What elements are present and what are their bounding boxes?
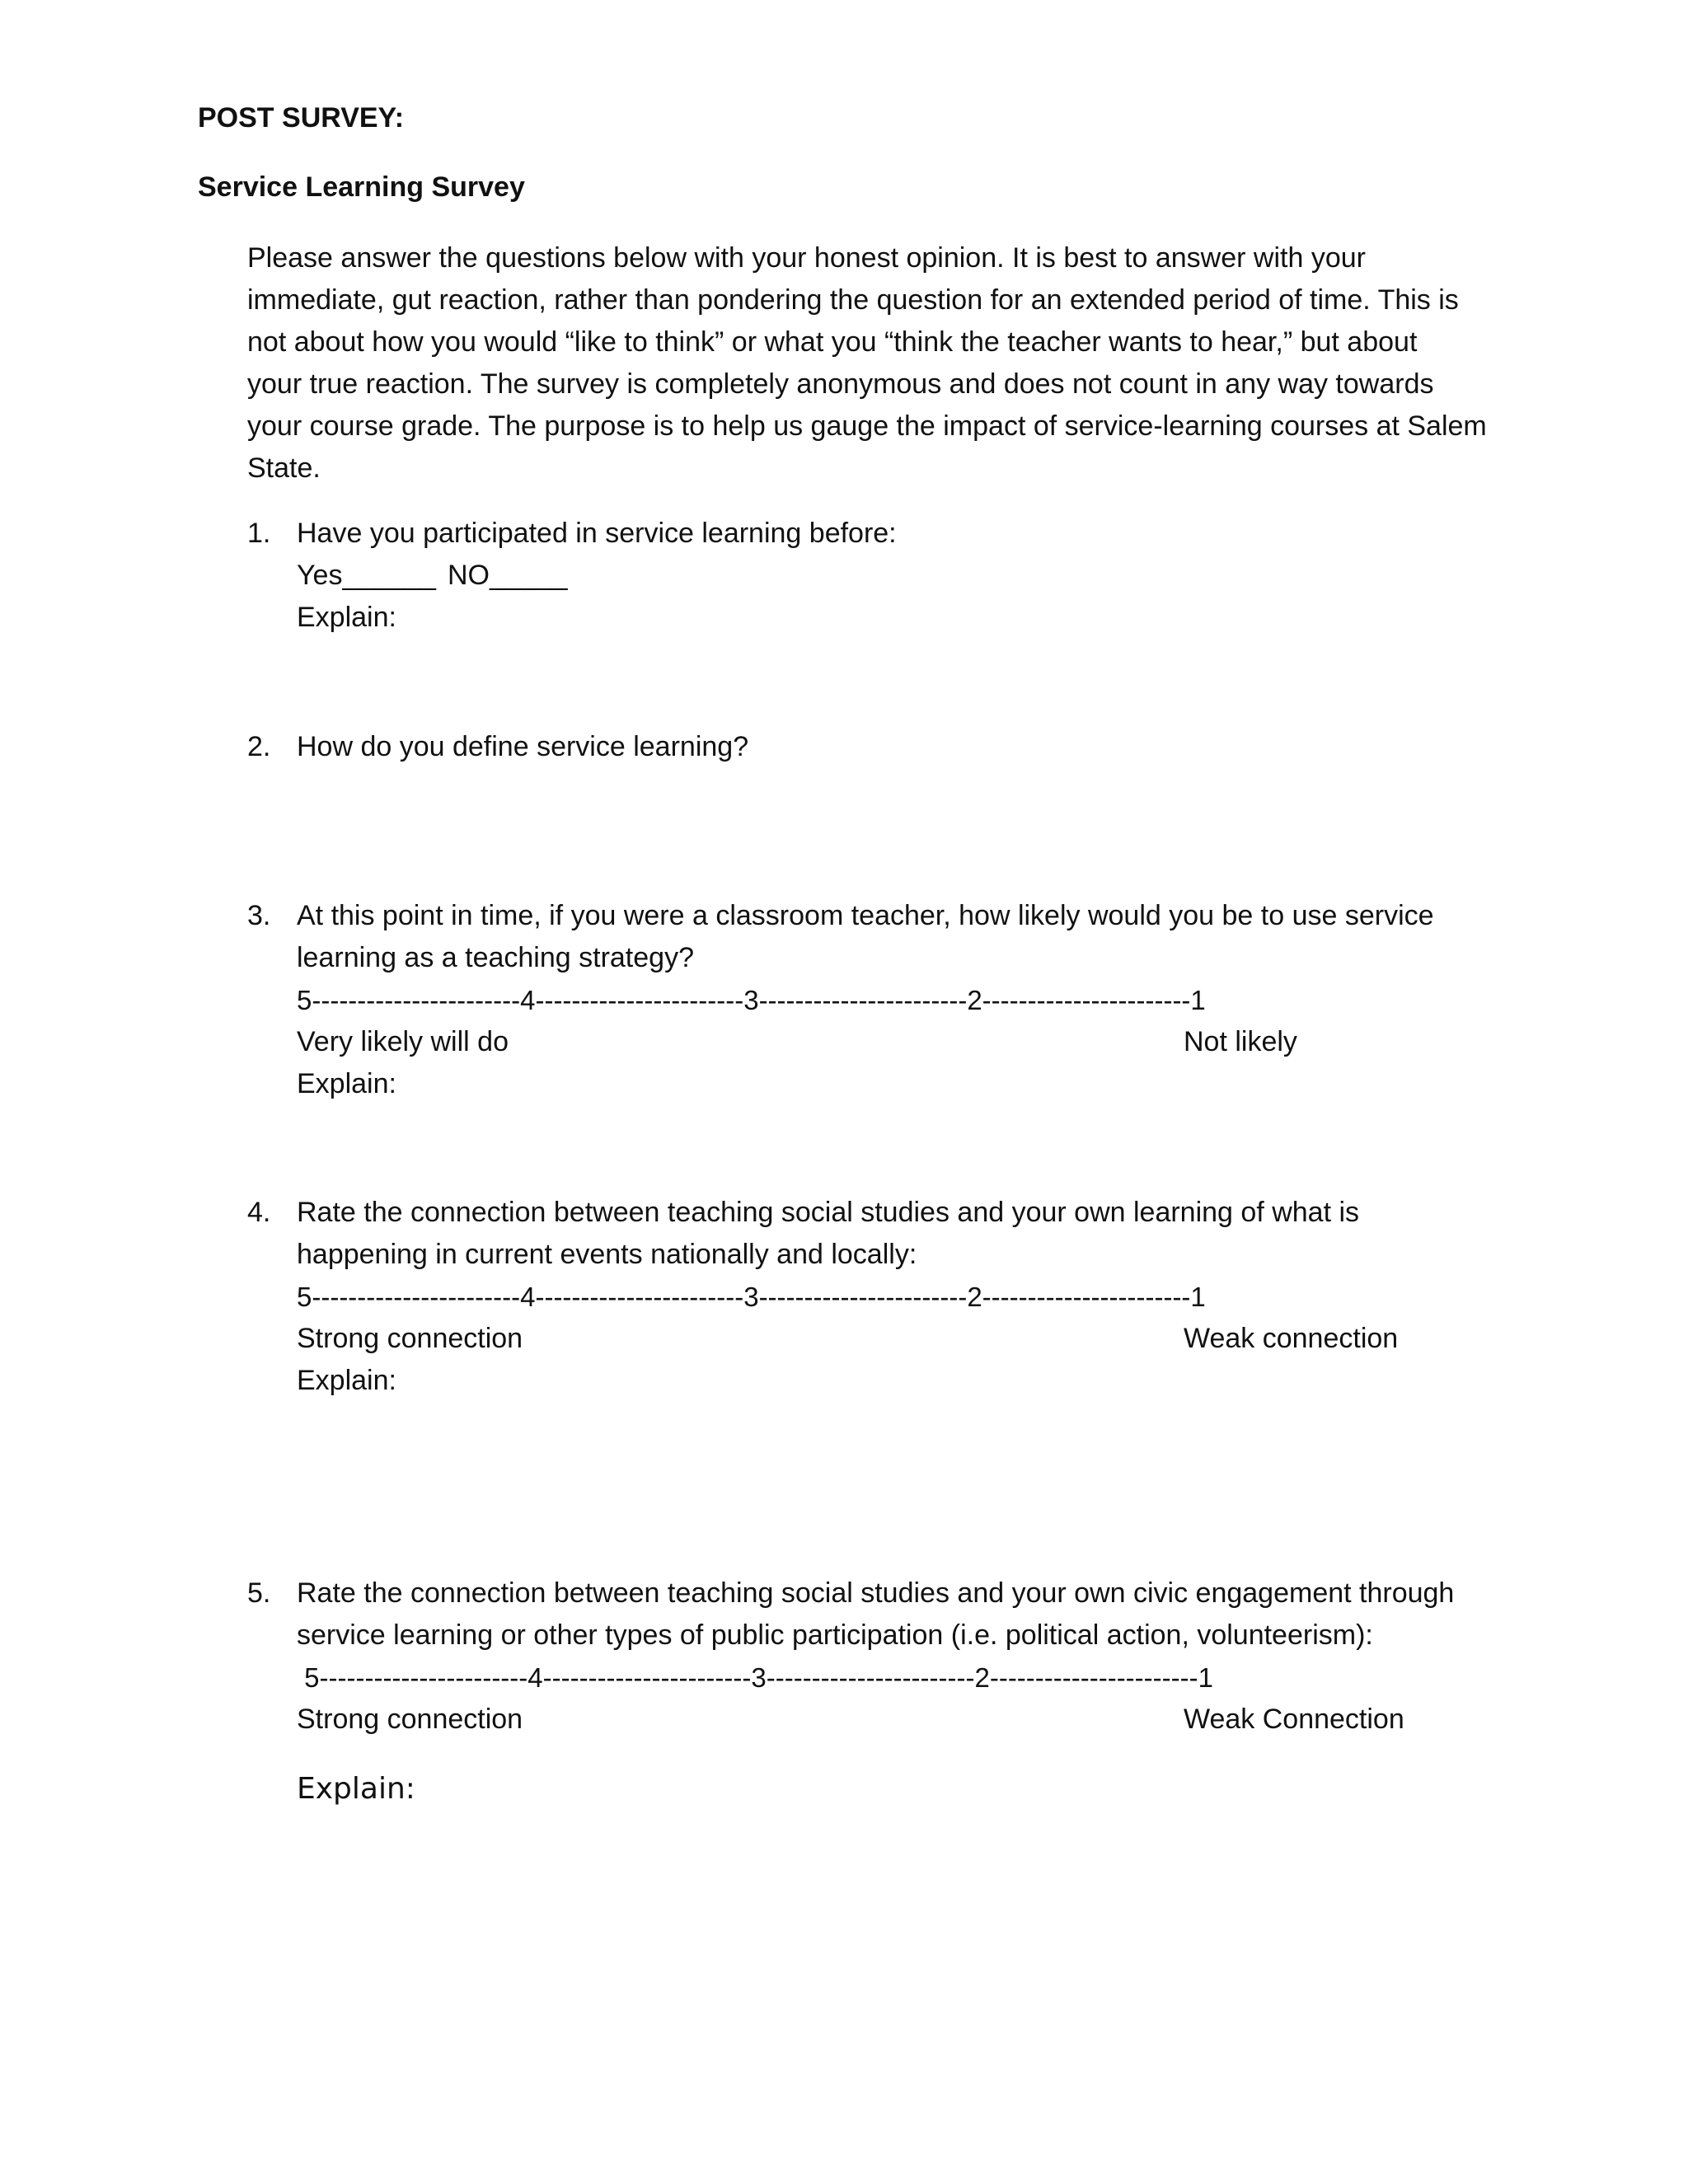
rating-scale[interactable]: 5-----------------------4-----------------------3-----------------------2-----------------------1 (297, 985, 1206, 1015)
explain-label: Explain: (297, 1365, 396, 1396)
question-number: 2. (247, 731, 271, 762)
question-number: 3. (247, 900, 271, 931)
explain-label: Explain: (297, 1068, 396, 1099)
question-number: 1. (247, 518, 271, 549)
explain-label: Explain: (297, 602, 396, 633)
intro-line: not about how you would “like to think” or what you “think the teacher wants to hear,” but about (247, 326, 1418, 358)
scale-left-anchor: Strong connection (297, 1323, 523, 1354)
scale-right-anchor: Not likely (1184, 1026, 1297, 1057)
question-text: happening in current events nationally and locally: (297, 1239, 917, 1270)
explain-label: Explain: (297, 1772, 415, 1806)
intro-line: your true reaction. The survey is completely anonymous and does not count in any way towards (247, 368, 1434, 400)
scale-left-anchor: Very likely will do (297, 1026, 509, 1057)
no-option-blank[interactable]: NO_____ (448, 560, 568, 591)
question-text: At this point in time, if you were a classroom teacher, how likely would you be to use service (297, 900, 1434, 931)
intro-line: immediate, gut reaction, rather than pondering the question for an extended period of time. This is (247, 284, 1459, 316)
intro-line: your course grade. The purpose is to help us gauge the impact of service-learning courses at Salem (247, 410, 1487, 442)
document-subtitle: Service Learning Survey (198, 171, 525, 203)
document-title: POST SURVEY: (198, 102, 405, 134)
question-text: Rate the connection between teaching social studies and your own civic engagement through (297, 1577, 1455, 1609)
question-text: How do you define service learning? (297, 731, 749, 762)
question-number: 5. (247, 1577, 271, 1609)
question-text: Rate the connection between teaching social studies and your own learning of what is (297, 1197, 1360, 1228)
rating-scale[interactable]: 5-----------------------4-----------------------3-----------------------2-----------------------1 (297, 1282, 1206, 1312)
scale-right-anchor: Weak connection (1184, 1323, 1399, 1354)
question-text: Have you participated in service learning before: (297, 518, 897, 549)
question-text: service learning or other types of public participation (i.e. political action, volunteerism): (297, 1619, 1373, 1651)
yes-option-blank[interactable]: Yes______ (297, 560, 436, 591)
intro-line: Please answer the questions below with your honest opinion. It is best to answer with your (247, 242, 1366, 274)
scale-left-anchor: Strong connection (297, 1704, 523, 1735)
intro-paragraph (247, 237, 1492, 490)
scale-right-anchor: Weak Connection (1184, 1704, 1404, 1735)
question-text: learning as a teaching strategy? (297, 942, 694, 973)
rating-scale[interactable]: 5-----------------------4-----------------------3-----------------------2-----------------------1 (297, 1662, 1213, 1693)
question-number: 4. (247, 1197, 271, 1228)
intro-line: State. (247, 452, 321, 484)
